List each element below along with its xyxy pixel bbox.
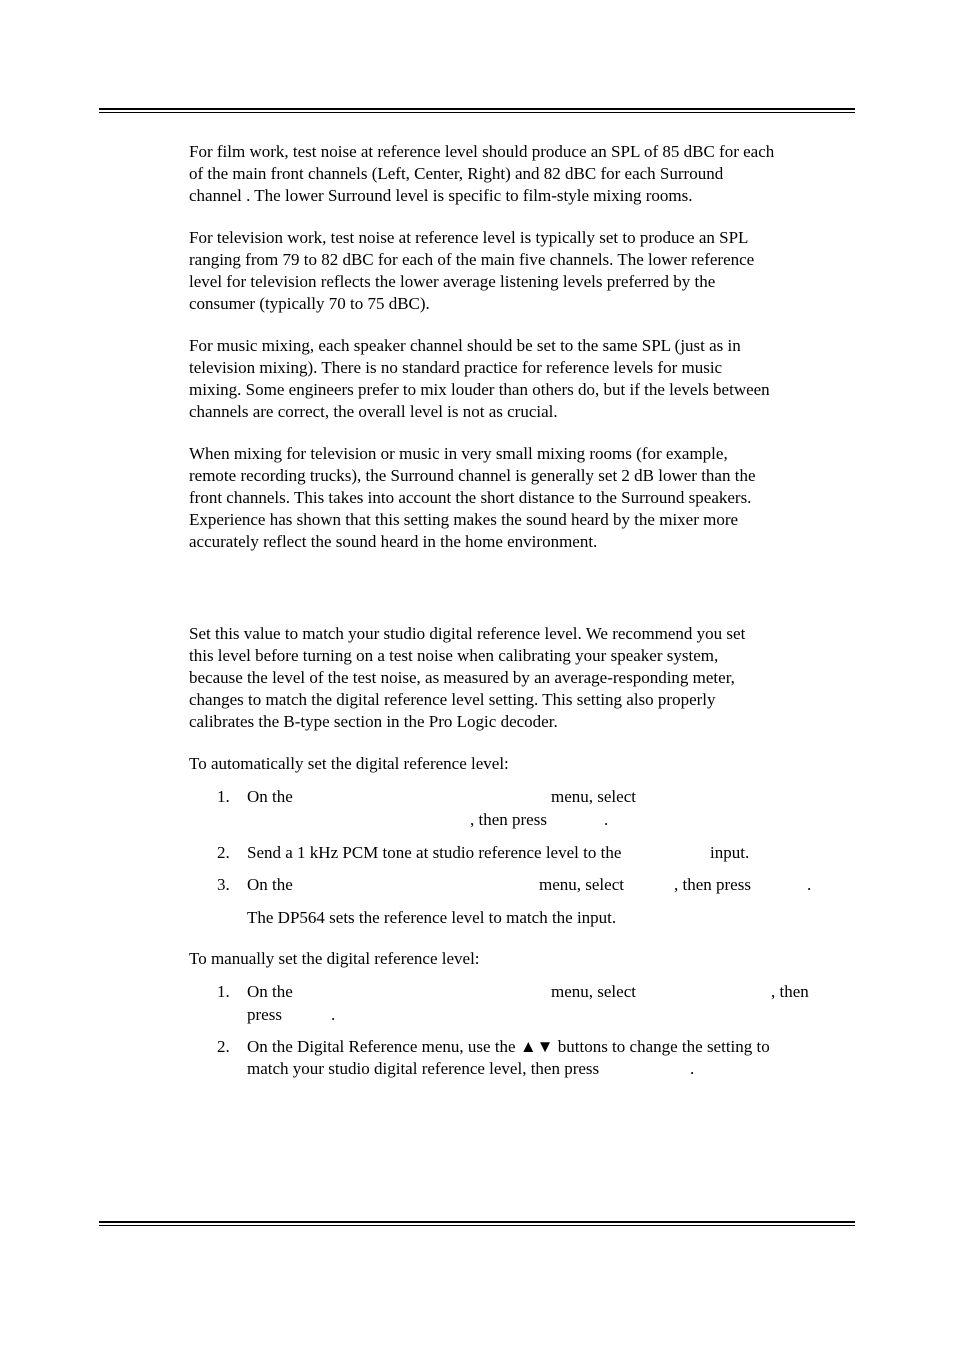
step-text: , then press	[470, 810, 547, 829]
step-text: menu, select	[551, 982, 636, 1001]
step-text: On the	[247, 982, 293, 1001]
manual-intro	[189, 948, 857, 970]
text-line: level for television reflects the lower average listening levels preferred by the	[189, 272, 716, 291]
text-line: remote recording trucks), the Surround channel is generally set 2 dB lower than the	[189, 466, 756, 485]
step-number: 3.	[217, 875, 230, 894]
text-line: For television work, test noise at reference level is typically set to produce an SPL	[189, 228, 749, 247]
text-line: To manually set the digital reference level:	[189, 949, 480, 968]
text-line: Experience has shown that this setting makes the sound heard by the mixer more	[189, 510, 739, 529]
step-number: 1.	[217, 787, 230, 806]
text-line: For film work, test noise at reference level should produce an SPL of 85 dBC for each	[189, 142, 775, 161]
text-line: calibrates the B-type section in the Pro Logic decoder.	[189, 712, 558, 731]
text-line: ranging from 79 to 82 dBC for each of the main five channels. The lower reference	[189, 250, 755, 269]
step-result: The DP564 sets the reference level to match the input.	[247, 908, 617, 927]
paragraph-television	[189, 227, 857, 315]
text-line: To automatically set the digital reference level:	[189, 754, 509, 773]
step-text: .	[331, 1005, 336, 1024]
step-text: input.	[710, 843, 750, 862]
step-text: On the	[247, 787, 293, 806]
step-number: 1.	[217, 982, 230, 1001]
paragraph-music	[189, 335, 857, 423]
text-line: of the main front channels (Left, Center, Right) and 82 dBC for each Surround	[189, 164, 724, 183]
step-text: menu, select	[539, 875, 624, 894]
step-number: 2.	[217, 1037, 230, 1056]
step-number: 2.	[217, 843, 230, 862]
paragraph-small-rooms	[189, 443, 857, 553]
text-line: When mixing for television or music in very small mixing rooms (for example,	[189, 444, 728, 463]
step-text: On the Digital Reference menu, use the ▲▼ buttons to change the setting to	[247, 1037, 770, 1056]
header-rule	[99, 108, 855, 113]
step-text: press	[247, 1005, 282, 1024]
text-line: because the level of the test noise, as measured by an average-responding meter,	[189, 668, 735, 687]
step-text: menu, select	[551, 787, 636, 806]
text-line: Set this value to match your studio digital reference level. We recommend you set	[189, 624, 746, 643]
text-line: mixing. Some engineers prefer to mix louder than others do, but if the levels between	[189, 380, 770, 399]
step-text: .	[807, 875, 812, 894]
text-line: accurately reflect the sound heard in the home environment.	[189, 532, 598, 551]
footer-rule	[99, 1221, 855, 1226]
text-line: For music mixing, each speaker channel should be set to the same SPL (just as in	[189, 336, 741, 355]
step-text: match your studio digital reference level, then press	[247, 1059, 600, 1078]
step-text: .	[604, 810, 609, 829]
text-line: front channels. This takes into account the short distance to the Surround speakers.	[189, 488, 752, 507]
paragraph-digital-reference	[189, 623, 857, 733]
step-text: On the	[247, 875, 293, 894]
text-line: changes to match the digital reference level setting. This setting also properly	[189, 690, 716, 709]
text-line: this level before turning on a test noise when calibrating your speaker system,	[189, 646, 719, 665]
step-text: .	[690, 1059, 695, 1078]
auto-intro	[189, 753, 857, 775]
text-line: television mixing). There is no standard practice for reference levels for music	[189, 358, 723, 377]
paragraph-film	[189, 141, 857, 207]
step-text: , then	[771, 982, 809, 1001]
step-text: , then press	[674, 875, 751, 894]
text-line: channels are correct, the overall level is not as crucial.	[189, 402, 558, 421]
text-line: consumer (typically 70 to 75 dBC).	[189, 294, 430, 313]
step-text: Send a 1 kHz PCM tone at studio reference level to the	[247, 843, 622, 862]
text-line: channel . The lower Surround level is specific to film-style mixing rooms.	[189, 186, 693, 205]
